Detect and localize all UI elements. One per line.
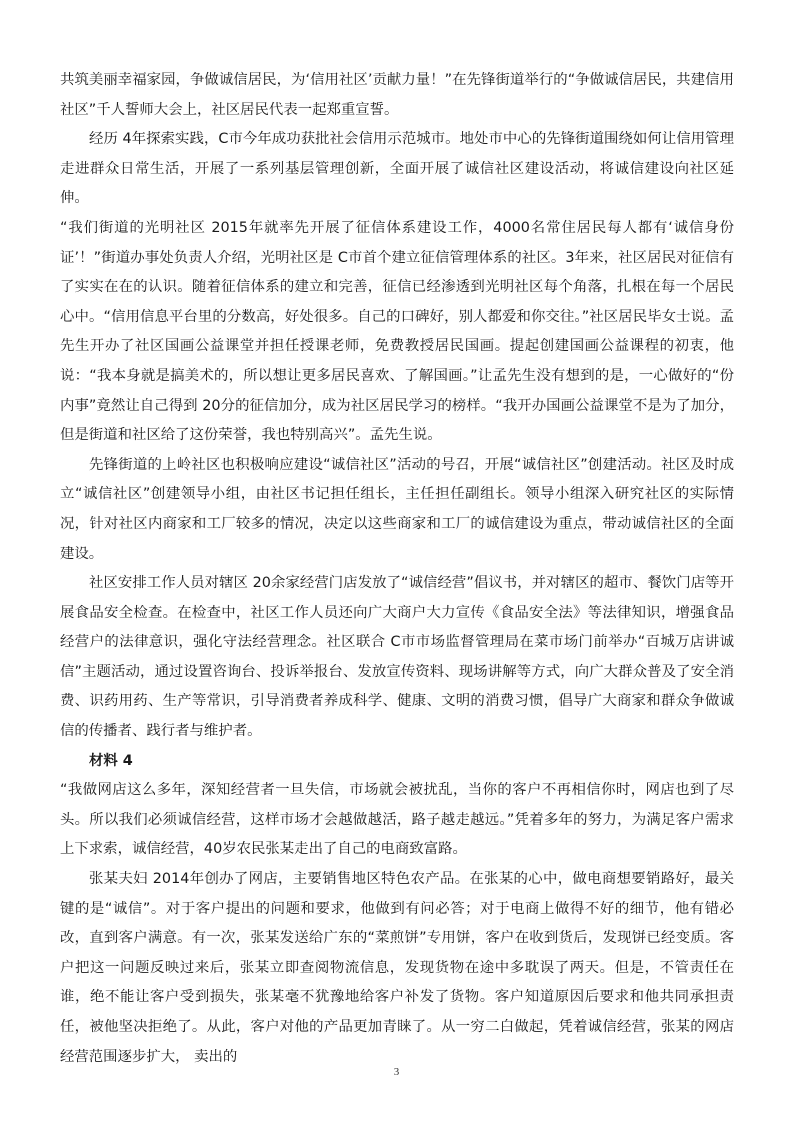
page-number: 3	[393, 1066, 400, 1078]
paragraph-online-shop-quote: “我做网店这么多年，深知经营者一旦失信，市场就会被扰乱，当你的客户不再相信你时，网店也到了尽头。所以我们必须诚信经营，这样市场才会越做越活，路子越走越远。”凭着多年的努力，为满足客户需求上下求索，诚信经营，40岁农民张某走出了自己的电商致富路。	[60, 782, 734, 858]
paragraph-city-credit: 经历 4年探索实践，C市今年成功获批社会信用示范城市。地处市中心的先锋街道围绕如何让信用管理走进群众日常生活，开展了一系列基层管理创新，全面开展了诚信社区建设活动，将诚信建设向社区延伸。	[60, 131, 734, 207]
paragraph-guangming-community: “我们街道的光明社区 2015年就率先开展了征信体系建设工作，4000名常住居民每人都有‘诚信身份证’！”街道办事处负责人介绍，光明社区是 C市首个建立征信管理体系的社区。3年来，社区居民对征信有了实实在在的认识。随着征信体系的建立和完善，征信已经渗透到光明社区每个角落，扎根在每一个居民心中。“信用信息平台里的分数高，好处很多。自己的口碑好，别人都爱和你交往。”社区居民毕女士说。孟先生开办了社区国画公益课堂并担任授课老师，免费教授居民国画。提起创建国画公益课程的初衷，他说：“我本身就是搞美术的，所以想让更多居民喜欢、了解国画。”让孟先生没有想到的是，一心做好的“份内事”竟然让自己得到 20分的征信加分，成为社区居民学习的榜样。“我开办国画公益课堂不是为了加分，但是街道和社区给了这份荣誉，我也特别高兴”。孟先生说。	[60, 219, 734, 444]
paragraph-food-safety: 社区安排工作人员对辖区 20余家经营门店发放了“诚信经营”倡议书，并对辖区的超市、餐饮门店等开展食品安全检查。在检查中，社区工作人员还向广大商户大力宣传《食品安全法》等法律知识，增强食品经营户的法律意识，强化守法经营理念。社区联合 C市市场监督管理局在菜市场门前举办“百城万店讲诚信”主题活动，通过设置咨询台、投诉举报台、发放宣传资料、现场讲解等方式，向广大群众普及了安全消费、识药用药、生产等常识，引导消费者养成科学、健康、文明的消费习惯，倡导广大商家和群众争做诚信的传播者、践行者与维护者。	[60, 575, 734, 740]
document-body	[60, 66, 734, 1072]
paragraph-zhang-story: 张某夫妇 2014年创办了网店，主要销售地区特色农产品。在张某的心中，做电商想要销路好，最关键的是“诚信”。对于客户提出的问题和要求，他做到有问必答；对于电商上做得不好的细节，他有错必改，直到客户满意。有一次，张某发送给广东的“菜煎饼”专用饼，客户在收到货后，发现饼已经变质。客户把这一问题反映过来后，张某立即查阅物流信息，发现货物在途中多耽误了两天。但是，不管责任在谁，绝不能让客户受到损失，张某毫不犹豫地给客户补发了货物。客户知道原因后要求和他共同承担责任，被他坚决拒绝了。从此，客户对他的产品更加青睐了。从一穷二白做起，凭着诚信经营，张某的网店经营范围逐步扩大， 卖出的	[60, 871, 734, 1065]
paragraph-oath: 共筑美丽幸福家园，争做诚信居民，为‘信用社区’贡献力量！”在先锋街道举行的“争做诚信居民，共建信用社区”千人誓师大会上，社区居民代表一起郑重宣誓。	[60, 72, 734, 118]
paragraph-shangling-community: 先锋街道的上岭社区也积极响应建设“诚信社区”活动的号召，开展“诚信社区”创建活动。社区及时成立“诚信社区”创建领导小组，由社区书记担任组长，主任担任副组长。领导小组深入研究社区的实际情况，针对社区内商家和工厂较多的情况，决定以这些商家和工厂的诚信建设为重点，带动诚信社区的全面建设。	[60, 456, 734, 562]
section-heading-material-4: 材料 4	[89, 752, 133, 769]
